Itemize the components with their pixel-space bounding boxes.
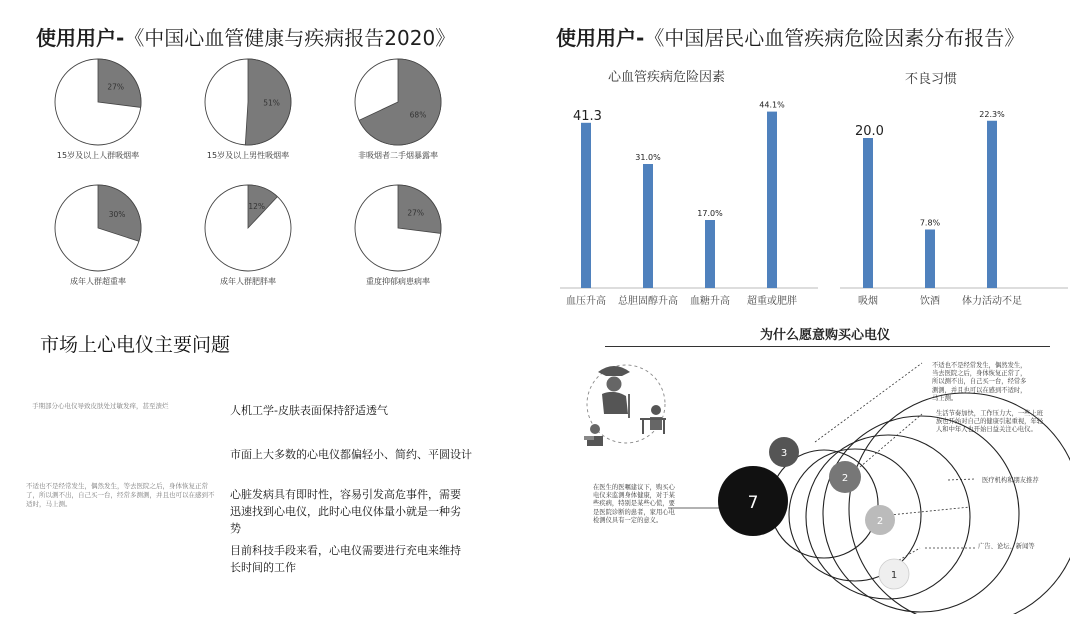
problem-point-3: 心脏发病具有即时性，容易引发高危事件，需要迅速找到心电仪，此时心电仪体量小就是一种劣势 — [230, 488, 461, 536]
pie-label: 15岁及以上人群吸烟率 — [56, 151, 140, 160]
pie-label: 非吸烟者二手烟暴露率 — [358, 151, 438, 160]
pie-label: 成年人群超重率 — [70, 277, 126, 286]
pie-value-label: 27% — [407, 208, 425, 218]
bar — [705, 220, 715, 288]
bar-value-label: 7.8% — [919, 218, 941, 228]
bar — [987, 121, 997, 288]
pie-label: 成年人群肥胖率 — [220, 277, 276, 286]
category-label: 血糖升高 — [690, 296, 730, 307]
pie-svg — [202, 56, 294, 148]
pie-value-label: 68% — [409, 110, 427, 120]
circle-3-label: 3 — [780, 448, 788, 459]
bar — [643, 164, 653, 288]
circle-1-label: 1 — [890, 570, 898, 581]
category-label: 体力活动不足 — [962, 296, 1022, 307]
note-right: 医疗机构和朋友推荐 — [982, 477, 1039, 484]
problem-note-1: 手期部分心电仪导致皮肤处过敏发痒，甚至溃烂 — [32, 402, 169, 410]
pie-svg — [52, 56, 144, 148]
pie-label: 重度抑郁病患病率 — [366, 277, 430, 286]
pie-svg — [202, 182, 294, 274]
risk-factors-bar-chart — [560, 90, 820, 315]
note-left: 在医生的医嘱建议下，购买心电仪来监测身体健康，对于某些疾病，特别是某些心慌，要是医院诊断的患者，家用心电检测仪具有一定的意义。 — [593, 484, 675, 524]
note-bottom: 广告、论坛、新闻等 — [978, 543, 1035, 550]
elderly-person-icon — [598, 366, 630, 418]
circle-7-label: 7 — [747, 493, 759, 513]
category-label: 血压升高 — [566, 296, 606, 307]
pie-chart-6 — [328, 182, 468, 287]
problem-note-2: 不适也不是经常发生，偶然发生，等去医院之后，身体恢复正常了，所以测不出，自己买一台，经常多测测，并且也可以在感到不适时，马上测。 — [26, 482, 215, 508]
note-top: 不适也不是经常发生，偶然发生，当去医院之后，身体恢复正常了，所以测不出，自己买一台，经常多测测，并且也可以在感到不适时，马上测。 — [932, 362, 1027, 402]
pie-chart-3 — [328, 56, 468, 161]
pie-value-label: 12% — [248, 202, 266, 211]
pie-label: 15岁及以上男性吸烟率 — [206, 151, 290, 160]
bad-habits-bar-chart — [840, 90, 1070, 315]
pie-chart-4 — [28, 182, 168, 287]
category-label: 饮酒 — [920, 296, 940, 307]
category-label: 吸烟 — [858, 296, 878, 307]
pie-svg — [352, 56, 444, 148]
pie-value-label: 27% — [107, 82, 125, 92]
bar — [863, 138, 873, 288]
bar — [925, 230, 935, 289]
problems-title: 市场上心电仪主要问题 — [40, 334, 231, 356]
bar-chart-2-title: 不良习惯 — [905, 72, 958, 87]
bar-value-label: 31.0% — [635, 153, 661, 162]
why-buy-title: 为什么愿意购买心电仪 — [760, 328, 891, 343]
bar-value-label: 22.3% — [979, 109, 1005, 119]
bar — [581, 123, 591, 288]
problem-point-4: 目前科技手段来看，心电仪需要进行充电来维持长时间的工作 — [230, 544, 461, 575]
bar-value-label: 41.3 — [573, 108, 602, 124]
bar-value-label: 17.0% — [697, 209, 723, 218]
category-label: 超重或肥胖 — [747, 296, 797, 307]
bar-value-label: 20.0 — [855, 124, 884, 139]
right-section-title: 使用用户-《中国居民心血管疾病危险因素分布报告》 — [556, 26, 1025, 50]
leader-line-2b — [890, 507, 970, 515]
circle-2-dark-label: 2 — [841, 473, 849, 484]
note-mid: 生活节奏加快，工作压力大，一些上班族也开始对自己的健康引起重视，年轻人和中年人也开始日益关注心电仪。 — [936, 410, 1044, 434]
bar-chart-1-title: 心血管疾病危险因素 — [608, 70, 726, 85]
leader-line-top — [815, 363, 922, 442]
circle-2-light-label: 2 — [876, 516, 884, 527]
pie-svg — [352, 182, 444, 274]
pie-svg — [52, 182, 144, 274]
title-divider — [605, 346, 1050, 347]
pie-value-label: 51% — [263, 98, 280, 108]
problem-point-2: 市面上大多数的心电仪都偏轻小、简约、平圆设计 — [230, 448, 472, 461]
pie-chart-1 — [28, 56, 168, 161]
pie-value-label: 30% — [108, 210, 126, 220]
pie-chart-2 — [178, 56, 318, 161]
leader-line-right — [948, 479, 975, 480]
category-label: 总胆固醇升高 — [618, 296, 678, 307]
bar-value-label: 44.1% — [759, 100, 785, 110]
problem-point-1: 人机工学-皮肤表面保持舒适透气 — [230, 404, 388, 417]
people-illustration — [584, 365, 666, 446]
pie-chart-5 — [178, 182, 318, 287]
bar — [767, 112, 777, 288]
left-section-title: 使用用户-《中国心血管健康与疾病报告2020》 — [36, 26, 456, 50]
doctor-desk-icon — [640, 405, 666, 434]
student-reading-icon — [584, 424, 603, 446]
